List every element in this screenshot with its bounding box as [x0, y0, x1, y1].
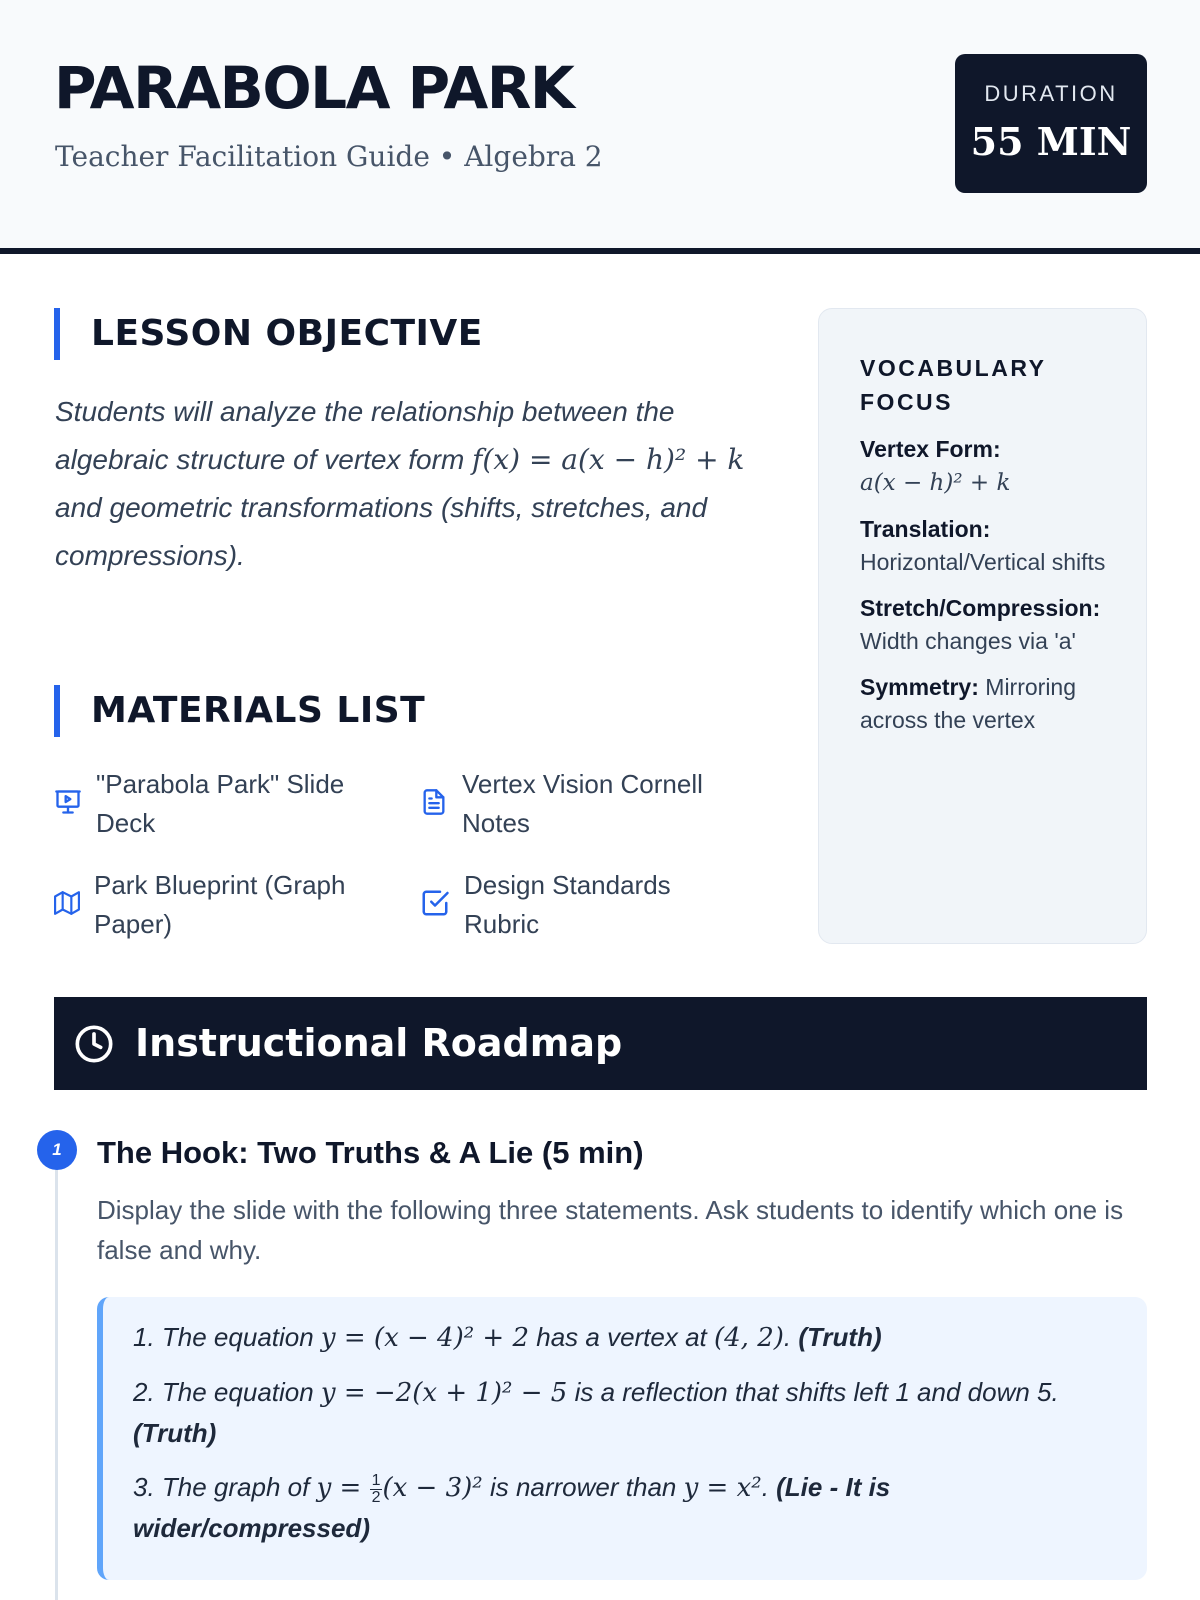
page-subtitle: Teacher Facilitation Guide • Algebra 2: [55, 140, 603, 173]
statement-math: y =: [316, 1473, 370, 1503]
objective-text-start: Students will analyze the relationship between the algebraic structure of vertex form: [55, 396, 675, 475]
statement-text: 2. The equation: [133, 1377, 321, 1407]
statement-verdict: (Truth): [798, 1322, 882, 1352]
statements-callout: [97, 1297, 1147, 1580]
statement-text: 1. The equation: [133, 1322, 321, 1352]
material-label: Park Blueprint (Graph Paper): [94, 870, 346, 939]
statement-math: (x − 3)²: [382, 1473, 483, 1503]
statement-math: (4, 2): [714, 1323, 784, 1353]
statement-item: [133, 1317, 1119, 1358]
vocab-definition: Width changes via 'a': [860, 628, 1076, 654]
statement-item: [133, 1467, 1119, 1548]
material-item: [420, 866, 750, 944]
statement-verdict: (Truth): [133, 1418, 217, 1448]
page-title: PARABOLA PARK: [54, 54, 574, 122]
vocabulary-title: VOCABULARY FOCUS: [860, 355, 1047, 415]
vocab-item: [860, 592, 1106, 658]
presentation-icon: [54, 788, 82, 821]
statement-math: y = −2(x + 1)² − 5: [320, 1378, 568, 1408]
material-item: [54, 765, 384, 843]
roadmap-banner: [54, 997, 1147, 1090]
objective-text: [55, 388, 785, 580]
fraction-numerator: 1: [371, 1471, 381, 1489]
material-item: [420, 765, 750, 843]
fraction: [370, 1473, 383, 1506]
objective-text-end: and geometric transformations (shifts, stretches, and compressions).: [55, 492, 708, 571]
statement-text: .: [761, 1472, 777, 1502]
statement-math: y = x²: [683, 1473, 762, 1503]
vocab-item: [860, 433, 1106, 500]
fraction-denominator: 2: [371, 1488, 381, 1506]
vocab-definition: a(x − h)² + k: [860, 470, 1011, 496]
vocab-item: [860, 513, 1106, 579]
timeline-line: [55, 1150, 58, 1600]
clock-icon: [74, 1024, 114, 1069]
statement-text: has a vertex at: [529, 1322, 714, 1352]
statement-text: is a reflection that shifts left 1 and down 5.: [567, 1377, 1059, 1407]
duration-value: 55 MIN: [970, 119, 1132, 164]
vocab-definition: Horizontal/Vertical shifts: [860, 549, 1106, 575]
statement-verdict: (Lie - It is wider/compressed): [133, 1472, 891, 1543]
roadmap-title: Instructional Roadmap: [135, 1021, 623, 1065]
vocab-term: Stretch/Compression:: [860, 595, 1101, 621]
map-icon: [54, 890, 80, 921]
step-description: Display the slide with the following three statements. Ask students to identify which one is false and why.: [97, 1195, 1124, 1265]
duration-badge: [955, 54, 1147, 193]
vocab-term: Symmetry:: [860, 674, 979, 700]
checkbox-icon: [420, 888, 450, 923]
step-number-badge: 1: [37, 1130, 77, 1170]
vocab-term: Translation:: [860, 516, 991, 542]
material-label: "Parabola Park" Slide Deck: [96, 769, 345, 838]
vocab-item: [860, 671, 1106, 737]
vertex-form-formula: f(x) = a(x − h)² + k: [472, 443, 745, 476]
statement-math: y = (x − 4)² + 2: [320, 1323, 530, 1353]
vocab-definition: Mirroring across the vertex: [860, 674, 1077, 733]
vocabulary-card: [818, 308, 1147, 944]
document-icon: [420, 788, 448, 821]
statement-text: .: [783, 1322, 799, 1352]
duration-label: DURATION: [984, 81, 1118, 106]
material-item: [54, 866, 384, 944]
objective-heading: LESSON OBJECTIVE: [54, 308, 483, 360]
material-label: Design Standards Rubric: [464, 870, 671, 939]
materials-heading: MATERIALS LIST: [54, 685, 425, 737]
vocab-term: Vertex Form:: [860, 436, 1001, 462]
step-title: The Hook: Two Truths & A Lie (5 min): [97, 1135, 644, 1170]
page-header: [0, 0, 1200, 254]
statement-text: 3. The graph of: [133, 1472, 317, 1502]
statement-item: [133, 1372, 1119, 1453]
material-label: Vertex Vision Cornell Notes: [462, 769, 703, 838]
statement-text: is narrower than: [482, 1472, 684, 1502]
